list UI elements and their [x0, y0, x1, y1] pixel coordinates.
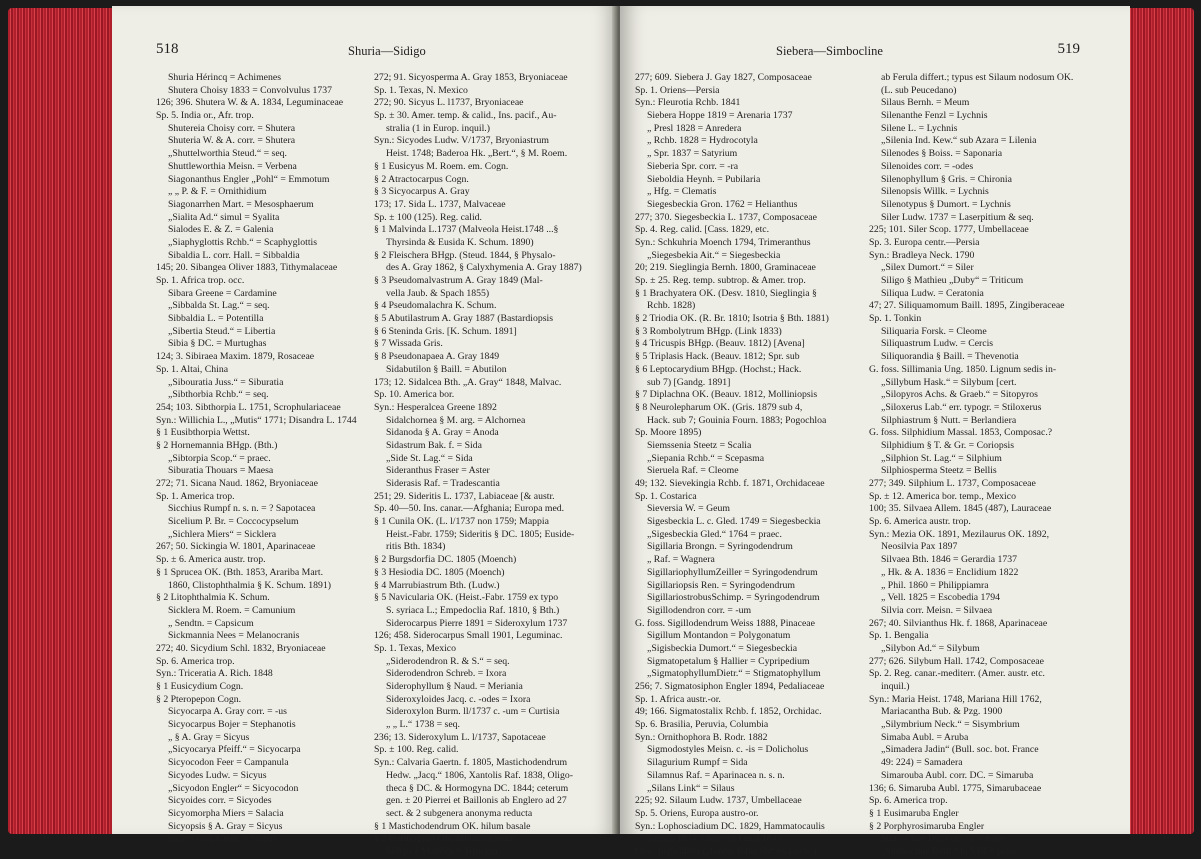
entry-line: Sicyocodon Feer = Campanula [168, 757, 289, 769]
entry-line: 136; 6. Simaruba Aubl. 1775, Simarubaceae [869, 782, 1042, 794]
entry-line: Siderophyllum § Naud. = Meriania [386, 681, 523, 692]
entry-line: „Sibtorpia Scop.“ = praec. [168, 452, 271, 464]
entry-line: 277; 626. Silybum Hall. 1742, Composaceae [869, 655, 1044, 667]
entry-line: Silenopsis Willk. = Lychnis [881, 186, 989, 198]
entry-line: Sp. 1. Texas, Mexico [374, 642, 457, 654]
entry-line: Sp. 1. Altai, China [156, 363, 229, 375]
entry-line: „Siaphyglottis Rchb.“ = Scaphyglottis [168, 236, 318, 248]
entry-line: 272; 90. Sicyus L. l1737, Bryoniaceae [374, 97, 524, 109]
entry-line: § 3 Rombolytrum BHgp. (Link 1833) [635, 325, 782, 337]
entry-line: Sicyoides corr. = Sicyodes [168, 795, 272, 807]
entry-line: Shutereia Choisy corr. = Shutera [168, 122, 296, 134]
entry-line: § 8 Neurolepharum OK. (Gris. 1879 sub 4, [635, 401, 803, 413]
entry-line: Sicyomorpha Miers = Salacia [168, 807, 284, 819]
entry-line: Sp. 1. Tonkin [869, 313, 922, 325]
entry-line: Sieberia Spr. corr. = -ra [647, 160, 739, 172]
entry-line: Syn.: Ornithophora B. Rodr. 1882 [635, 731, 768, 743]
entry-line: Siliqua Ludw. = Ceratonia [881, 287, 984, 299]
entry-line: Sp. ± 25. Reg. temp. subtrop. & Amer. trop. [635, 275, 806, 286]
entry-line: „SigmatophyllumDietr.“ = Stigmatophyllum [647, 668, 821, 680]
entry-line: Siliquastrum Ludw. = Cercis [881, 338, 994, 350]
entry-line: Sp. 40—50. Ins. canar.—Afghania; Europa med. [374, 503, 565, 515]
entry-line: „ „ P. & F. = Ornithidium [168, 186, 267, 198]
entry-line: 47; 27. Siliquamomum Baill. 1895, Zingiberaceae [869, 300, 1065, 312]
entry-line: sub 7) [Gandg. 1891] [647, 376, 731, 388]
entry-line: „Sicyodon Engler“ = Sicyocodon [168, 782, 299, 794]
entry-line: Sp. 1. Texas, N. Mexico [374, 84, 468, 96]
entry-line: § 2 Pteropepon Cogn. [156, 693, 242, 705]
entry-line: Sicyodes Ludw. = Sicyus [168, 769, 267, 781]
entry-line: Sidigo § Mathieu = Triticum [386, 845, 498, 857]
entry-line: Silenanthe Fenzl = Lychnis [881, 110, 988, 122]
entry-line: § 2 Triodia OK. (R. Br. 1810; Isotria § Bth. 1881) [635, 313, 829, 325]
entry-line: Sibara Greene = Cardamine [168, 287, 277, 299]
entry-line: „Silenia Ind. Kew.“ sub Azara = Lilenia [881, 135, 1037, 147]
entry-line: „Silybon Ad.“ = Silybum [881, 642, 980, 654]
entry-line: G. foss. Sillimania Ung. 1850. Lignum sedis in- [869, 363, 1057, 375]
entry-line: Sicyocarpus Bojer = Stephanotis [168, 719, 296, 731]
entry-line: Silvaea Bth. 1846 = Gerardia 1737 [881, 554, 1018, 566]
entry-line: 124; 3. Sibiraea Maxim. 1879, Rosaceae [156, 351, 315, 363]
entry-line: gen. ± 20 Pierrei et Baillonis ab Englero ad 27 [386, 795, 567, 807]
entry-line: 20; 219. Sieglingia Bernh. 1800, Graminaceae [635, 262, 816, 274]
entry-line: Syn.: Bradleya Neck. 1790 [869, 249, 975, 261]
right-page [620, 6, 1130, 857]
entry-line: § 4 Tricuspis BHgp. (Beauv. 1812) [Avena] [635, 338, 805, 350]
entry-line: Syn.: Hesperalcea Greene 1892 [374, 401, 497, 413]
entry-line: Sidabutilon § Baill. = Abutilon [386, 363, 507, 375]
entry-line: „Sibthorbia Rchb.“ = seq. [168, 389, 269, 401]
entry-line: Siagonarrhen Mart. = Mesosphaerum [168, 198, 314, 210]
entry-line: „ Raf. = Wagnera [647, 554, 715, 566]
entry-line: Sieversia W. = Geum [647, 503, 730, 515]
entry-line: Sicelium P. Br. = Coccocypselum [168, 516, 299, 528]
entry-line: Sicyocarpa A. Gray corr. = -us [168, 706, 287, 718]
entry-line: Siburatia Thouars = Maesa [168, 465, 274, 477]
entry-line: Siegesbeckia Gron. 1762 = Helianthus [647, 198, 798, 210]
entry-line: Sigillariopsis Ren. = Syringodendrum [647, 579, 795, 591]
entry-line: Shuria Hérincq = Achimenes [168, 72, 281, 83]
entry-line: Sp. 6. America trop. [869, 795, 948, 807]
entry-line: Heist. 1748; Baderoa Hk. „Bert.“, § M. Roem. [386, 148, 568, 160]
entry-line: 277; 349. Silphium L. 1737, Composaceae [869, 478, 1036, 489]
entry-line: Sicchius Rumpf n. s. n. = ? Sapotacea [168, 503, 316, 515]
left-page-column-2 [374, 72, 612, 859]
entry-line: Simbocline DC. corr. -a = Aster [881, 833, 1005, 845]
entry-line: 1860, Clistophthalmia § K. Schum. 1891) [168, 579, 332, 591]
entry-line: 173; 12. Sidalcea Bth. „A. Gray“ 1848, Malvac. [374, 376, 562, 388]
entry-line: „Sibertia Steud.“ = Libertia [168, 325, 276, 337]
entry-line: § 1 Cunila OK. (L. l/1737 non 1759; Mappia [374, 516, 549, 528]
entry-line: 251; 29. Sideritis L. 1737, Labiaceae [& austr. [374, 490, 555, 502]
entry-line: Syn.: Schkuhria Moench 1794, Trimeranthus [635, 236, 811, 248]
entry-line: Sp. 5. Oriens, Europa austro-or. [635, 807, 759, 819]
entry-line: § 4 Pseudomalachra K. Schum. [374, 300, 497, 312]
entry-line: Shutera Choisy 1833 = Convolvulus 1737 [168, 84, 332, 96]
entry-line: Sicyopsis § A. Gray = Sicyus [168, 820, 283, 832]
entry-line: 272; 91. Sicyosperma A. Gray 1853, Bryoniaceae [374, 72, 568, 83]
running-head-left: Shuria—Sidigo [348, 44, 426, 58]
running-head-right: Siebera—Simbocline [776, 44, 883, 58]
entry-line: SigillariophyllumZeiller = Syringodendrum [647, 566, 818, 578]
entry-line: § 1 Malvinda L.1737 (Malveola Heist.1748 ...§ [374, 224, 559, 236]
entry-line: theca § DC. & Hormogyna DC. 1844; ceterum [386, 782, 569, 794]
entry-line: „Siloxerus Lab.“ err. typogr. = Stiloxerus [881, 401, 1042, 413]
entry-line: 49; 166. Sigmatostalix Rchb. f. 1852, Orchidac. [635, 706, 822, 718]
entry-line: „Siderodendron R. & S.“ = seq. [386, 655, 510, 667]
entry-line: 49: 224) = Samadera [881, 757, 963, 769]
book-edge-left [8, 8, 116, 834]
entry-line: „Sibbalda St. Lag.“ = seq. [168, 300, 270, 312]
entry-line: „Sialita Ad.“ simul = Syalita [168, 211, 280, 223]
entry-line: Silenoides corr. = -odes [881, 160, 974, 172]
entry-line: 236; 13. Sideroxylum L. l/1737, Sapotaceae [374, 731, 546, 743]
entry-line: Shuteria W. & A. corr. = Shutera [168, 135, 296, 147]
entry-line: 173; 17. Sida L. 1737, Malvaceae [374, 198, 506, 210]
entry-line: Sp. ± 12. America bor. temp., Mexico [869, 490, 1016, 502]
entry-line: Rchb. 1828) [647, 300, 696, 312]
entry-line: Hedw. „Jacq.“ 1806, Xantolis Raf. 1838, Oligo- [386, 769, 574, 781]
entry-line: Sicyos corr. Clem. = Sicyus [168, 833, 277, 845]
entry-line: Silenophyllum § Gris. = Chironia [881, 173, 1012, 185]
entry-line: Sigillum Montandon = Polygonatum [647, 630, 791, 642]
entry-line: „Silex Dumort.“ = Siler [881, 262, 974, 274]
entry-line: § 2 Burgsdorfia DC. 1805 (Moench) [374, 554, 517, 566]
entry-line: 225; 101. Siler Scop. 1777, Umbellaceae [869, 224, 1029, 236]
entry-line: (L. sub Peucedano) [881, 84, 957, 96]
entry-line: Sideroxyloides Jacq. c. -odes = Ixora [386, 693, 531, 705]
entry-line: „ Hk. & A. 1836 = Enclidium 1822 [881, 566, 1019, 578]
entry-line: Siler Ludw. 1737 = Laserpitium & seq. [881, 211, 1034, 223]
entry-line: „Sicyocarya Pfeiff.“ = Sicyocarpa [168, 744, 301, 756]
entry-line: Sickmannia Nees = Melanocranis [168, 630, 300, 642]
entry-line: § 2 Atractocarpus Cogn. [374, 173, 469, 185]
entry-line: § 8 Pseudonapaea A. Gray 1849 [374, 351, 500, 363]
entry-line: § 1 Mastichodendrum OK. hilum basale [374, 820, 531, 832]
entry-line: Sp. ± 100. Reg. calid. [374, 744, 459, 756]
entry-line: „ § A. Gray = Sicyus [168, 731, 250, 743]
entry-line: Silamnus Raf. = Aparinacea n. s. n. [647, 769, 785, 781]
entry-line: „Sigesbeckia Gled.“ 1764 = praec. [647, 528, 782, 540]
entry-line: Silvia corr. Meisn. = Silvaea [881, 604, 993, 616]
entry-line: 254; 103. Sibthorpia L. 1751, Scrophulariaceae [156, 401, 341, 413]
entry-line: Syn.: Willichia L., „Mutis“ 1771; Disandra L. 1744 [156, 414, 357, 426]
entry-line: „Sillybum Hask.“ = Silybum [cert. [881, 376, 1017, 388]
entry-line: § 3 Hesiodia DC. 1805 (Moench) [374, 566, 505, 578]
entry-line: Sp. 1. America trop. [156, 490, 235, 502]
entry-line: § 4 Marrubiastrum Bth. (Ludw.) [374, 579, 500, 591]
entry-line: „ Spr. 1837 = Satyrium [647, 148, 738, 160]
entry-line: § 2 Hormogyna OK. hilum superum [374, 833, 516, 845]
entry-line: 256; 7. Sigmatosiphon Engler 1894, Pedaliaceae [635, 681, 825, 692]
entry-line: Sp. 6. America trop. [156, 655, 235, 667]
entry-line: sect. & 2 subgenera anonyma reducta [386, 807, 533, 819]
entry-line: § 1 Brachyatera OK. (Desv. 1810, Sieglingia § [635, 287, 817, 299]
entry-line: G. foss. Sigillodendrum Weiss 1888, Pinaceae [635, 617, 815, 629]
entry-line: Sp. ± 6. America austr. trop. [156, 554, 266, 566]
entry-line: § 1 Eusicydium Cogn. [156, 681, 244, 692]
entry-line: Simarouba Aubl. corr. DC. = Simaruba [881, 769, 1034, 781]
entry-line: Siderasis Raf. = Tradescantia [386, 478, 500, 489]
entry-line: Syn.: Sicyodes Ludw. V/1737, Bryoniastrum [374, 135, 549, 147]
entry-line: „ Sendtn. = Capsicum [168, 617, 254, 629]
entry-line: Obs.: jugis alatis („limbis foliaceis“ ex Ludw.) [635, 845, 817, 857]
entry-line: Siliquorandia § Baill. = Thevenotia [881, 351, 1019, 363]
entry-line: Silphiospermа Steetz = Bellis [881, 465, 997, 477]
entry-line: 145; 20. Sibangea Oliver 1883, Tithymalaceae [156, 262, 338, 274]
entry-line: Siderocarpus Pierre 1891 = Sideroxylum 1737 [386, 617, 568, 629]
entry-line: § 2 Fleischera BHgp. (Steud. 1844, § Physalo- [374, 249, 556, 261]
entry-line: Sp. 6. America austr. trop. [869, 516, 971, 528]
entry-line: 272; 71. Sicana Naud. 1862, Bryoniaceae [156, 478, 318, 489]
entry-line: „Siegesbekia Ait.“ = Siegesbeckia [647, 249, 781, 261]
entry-line: Syn.: Triceratia A. Rich. 1848 [156, 668, 273, 680]
entry-line: Silphiastrum § Nutt. = Berlandiera [881, 414, 1017, 426]
entry-line: Sp. 1. Bengalia [869, 630, 929, 642]
entry-line: 267; 50. Sickingia W. 1801, Aparinaceae [156, 541, 316, 553]
entry-line: Sigillaria Brongn. = Syringodendrum [647, 541, 793, 553]
entry-line: Thyrsinda & Eusida K. Schum. 1890) [386, 236, 534, 248]
entry-line: Syn.: Calvaria Gaertn. f. 1805, Mastichodendrum [374, 757, 568, 769]
entry-line: Shuttleworthia Meisn. = Verbena [168, 160, 297, 172]
entry-line: Sp. 4. Reg. calid. [Cass. 1829, etc. [635, 224, 770, 236]
entry-line: Sp. 1. Africa trop. occ. [156, 275, 245, 286]
entry-line: Sieboldia Heynh. = Pubilaria [647, 173, 761, 185]
entry-line: „Silopyros Achs. & Graeb.“ = Sitopyros [881, 389, 1038, 401]
entry-line: 267; 40. Silvianthus Hk. f. 1868, Aparinaceae [869, 617, 1048, 629]
entry-line: Siligo § Mathieu „Duby“ = Triticum [881, 275, 1024, 286]
entry-line: § 6 Steninda Gris. [K. Schum. 1891] [374, 325, 517, 337]
entry-line: Neosilvia Pax 1897 [881, 541, 958, 553]
entry-line: Siliquaria Forsk. = Cleome [881, 325, 987, 337]
page-number-left: 518 [156, 41, 179, 57]
entry-line: Sigmatopetalum § Hallier = Cypripedium [647, 655, 810, 667]
entry-line: Sp. 3. Europa centr.—Persia [869, 236, 980, 248]
entry-line: SigillariostrobusSchimp. = Syringodendrum [647, 592, 820, 604]
entry-line: Sialodes E. & Z. = Galenia [168, 224, 274, 236]
entry-line: „ Phil. 1860 = Philippiamra [881, 579, 989, 591]
entry-line: § 6 Leptocarydium BHgp. (Hochst.; Hack. [635, 363, 802, 375]
book-edge-right [1128, 8, 1194, 834]
entry-line: 49; 132. Sievekingia Rchb. f. 1871, Orchidaceae [635, 478, 825, 489]
entry-line: ritis Bth. 1834) [386, 541, 446, 553]
entry-line: „Sigisbeckia Dumort.“ = Siegesbeckia [647, 642, 798, 654]
entry-line: stralia (1 in Europ. inquil.) [386, 122, 490, 134]
entry-line: Sp. 2. Reg. canar.-mediterr. (Amer. austr. etc. [869, 668, 1045, 680]
entry-line: § 5 Navicularia OK. (Heist.-Fabr. 1759 ex typo [374, 592, 559, 604]
entry-line: S. syriaca L.; Empedoclia Raf. 1810, § Bth.) [386, 604, 560, 616]
entry-line: Sp. ± 30. Amer. temp. & calid., Ins. pacif., Au- [374, 110, 557, 122]
entry-line: Siemssenia Steetz = Scalia [647, 439, 752, 451]
entry-line: Silphidium § T. & Gr. = Coriopsis [881, 439, 1014, 451]
entry-line: Silene L. = Lychnis [881, 122, 958, 134]
entry-line: Heist.-Fabr. 1759; Sideritis § DC. 1805; Euside- [386, 528, 575, 540]
entry-line: § 7 Diplachna OK. (Beauv. 1812, Molliniopsis [635, 389, 818, 401]
entry-line: § 7 Wissada Gris. [374, 338, 443, 350]
entry-line: Siebera Hoppe 1819 = Arenaria 1737 [647, 110, 793, 122]
entry-line: Sp. Moore 1895) [635, 427, 702, 439]
entry-line: § 5 Abutilastrum A. Gray 1887 (Bastardiopsis [374, 313, 554, 325]
entry-line: „Simadera Jadin“ (Bull. soc. bot. France [881, 744, 1039, 756]
entry-line: Silagurium Rumpf = Sida [647, 757, 748, 769]
entry-line: „Side St. Lag.“ = Sida [386, 452, 473, 464]
entry-line: Simaba Aubl. = Aruba [881, 731, 969, 743]
entry-line: „ Hfg. = Clematis [647, 186, 717, 198]
entry-line: § 1 Sprucea OK. (Bth. 1853, Arariba Mart. [156, 566, 324, 578]
entry-line: Syn.: Mezia OK. 1891, Mezilaurus OK. 1892, [869, 528, 1050, 540]
left-page [112, 6, 618, 857]
entry-line: 225; 92. Silaum Ludw. 1737, Umbellaceae [635, 795, 802, 807]
entry-line: Sigmodostyles Meisn. c. -is = Dolicholus [647, 744, 809, 756]
entry-line: Sp. 5. India or., Afr. trop. [156, 110, 254, 122]
entry-line: § 1 Eusicyus M. Roem. em. Cogn. [374, 160, 509, 172]
entry-line: vella Jaub. & Spach 1855) [386, 287, 490, 299]
entry-line: 277; 370. Siegesbeckia L. 1737, Composaceae [635, 211, 817, 223]
entry-line: Sideranthus Fraser = Aster [386, 465, 490, 477]
right-page-column-1 [635, 72, 873, 859]
entry-line: Silaus Bernh. = Meum [881, 97, 970, 109]
entry-line: 277; 609. Siebera J. Gay 1827, Composaceae [635, 72, 812, 83]
entry-line: „ „ L.“ 1738 = seq. [386, 719, 460, 731]
entry-line: inquil.) [881, 681, 910, 692]
entry-line: „Sibouratia Juss.“ = Siburatia [168, 376, 284, 388]
entry-line: § 1 Eusimaruba Engler [869, 807, 959, 819]
entry-line: des A. Gray 1862, § Calyxhymenia A. Gray 1887) [386, 262, 582, 274]
entry-line: Sieruela Raf. = Cleome [647, 465, 739, 477]
entry-line: Sp. 1. Costarica [635, 490, 697, 502]
entry-line: „ Vell. 1825 = Escobedia 1794 [881, 592, 1001, 604]
entry-line: Hack. sub 7; Gouinia Fourn. 1883; Pogochloa [647, 414, 827, 426]
entry-line: ab Ferula differt.; typus est Silaum nodosum OK. [881, 72, 1074, 83]
entry-line: „Sichlera Miers“ = Sicklera [168, 528, 277, 540]
entry-line: Sicklera M. Roem. = Camunium [168, 604, 296, 616]
entry-line: § 3 Sicyocarpus A. Gray [374, 186, 470, 198]
entry-line: Mariacantha Bub. & Pzg. 1900 [881, 706, 1003, 718]
entry-line: Silenotypus § Dumort. = Lychnis [881, 198, 1011, 210]
entry-line: 126; 396. Shutera W. & A. 1834, Leguminaceae [156, 97, 344, 109]
entry-line: Sibaldia L. corr. Hall. = Sibbaldia [168, 249, 300, 261]
entry-line: „ Presl 1828 = Anredera [647, 122, 742, 134]
right-page-column-2 [869, 72, 1107, 859]
entry-line: § 3 Pseudomalvastrum A. Gray 1849 (Mal- [374, 275, 543, 286]
entry-line: „Simbocline Baill.“ h. VIII = praec. [881, 845, 1021, 857]
entry-line: „Shuttelworthia Steud.“ = seq. [168, 148, 287, 160]
entry-line: Sp. 1. Africa austr.-or. [635, 693, 721, 705]
entry-line: Sibia § DC. = Murtughas [168, 338, 267, 350]
entry-line: 272; 40. Sicydium Schl. 1832, Bryoniaceae [156, 642, 326, 654]
entry-line: Syn.: Maria Heist. 1748, Mariana Hill 1762, [869, 693, 1042, 705]
entry-line: „Silphion St. Lag.“ = Silphium [881, 452, 1002, 464]
entry-line: § 2 Porphyrosimaruba Engler [869, 820, 985, 832]
entry-line: Sideroxylon Burm. ll/1737 c. -um = Curtisia [386, 706, 560, 718]
entry-line: G. foss. Silphidium Massal. 1853, Composac.? [869, 427, 1053, 439]
entry-line: 100; 35. Silvaea Allem. 1845 (487), Lauraceae [869, 503, 1052, 515]
entry-line: Silenodes § Boiss. = Saponaria [881, 148, 1003, 160]
entry-line: Sp. 10. America bor. [374, 389, 455, 401]
entry-line: § 2 Litophthalmia K. Schum. [156, 592, 270, 604]
entry-line: Siagonanthus Engler „Pohl“ = Emmotum [168, 173, 330, 185]
entry-line: Syn.: Lophosciadium DC. 1829, Hammatocaulis [635, 820, 825, 832]
left-page-column-1 [156, 72, 394, 846]
entry-line: § 1 Eusibthorpia Wettst. [156, 427, 250, 439]
entry-line: Sidanoda § A. Gray = Anoda [386, 427, 499, 439]
entry-line: Sp. 6. Brasilia, Peruvia, Columbia [635, 719, 769, 731]
entry-line: Sigillodendron corr. = -um [647, 604, 752, 616]
entry-line: Sidalchornea § M. arg. = Alchornea [386, 414, 526, 426]
entry-line: „Siepania Rchb.“ = Scepasma [647, 452, 765, 464]
entry-line: Sibbaldia L. = Potentilla [168, 313, 264, 325]
entry-line: Tausch 1834, Uloptera Fenzl 1843 [647, 833, 782, 845]
entry-line: Sp. 1. Oriens—Persia [635, 84, 720, 96]
entry-line: § 2 Hornemannia BHgp. (Bth.) [156, 439, 278, 451]
entry-line: „Silans Link“ = Silaus [647, 782, 735, 794]
entry-line: 126; 458. Siderocarpus Small 1901, Leguminac. [374, 630, 563, 642]
entry-line: Sp. ± 100 (125). Reg. calid. [374, 211, 482, 223]
entry-line: Syn.: Fleurotia Rchb. 1841 [635, 97, 741, 109]
entry-line: Siderodendron Schreb. = Ixora [386, 668, 507, 680]
entry-line: „Silymbrium Neck.“ = Sisymbrium [881, 719, 1020, 731]
entry-line: Sidastrum Bak. f. = Sida [386, 439, 482, 451]
entry-line: § 5 Triplasis Hack. (Beauv. 1812; Spr. sub [635, 351, 800, 363]
page-number-right: 519 [1057, 41, 1080, 57]
entry-line: Sigesbeckia L. c. Gled. 1749 = Siegesbeckia [647, 516, 821, 528]
entry-line: „ Rchb. 1828 = Hydrocotyla [647, 135, 758, 147]
